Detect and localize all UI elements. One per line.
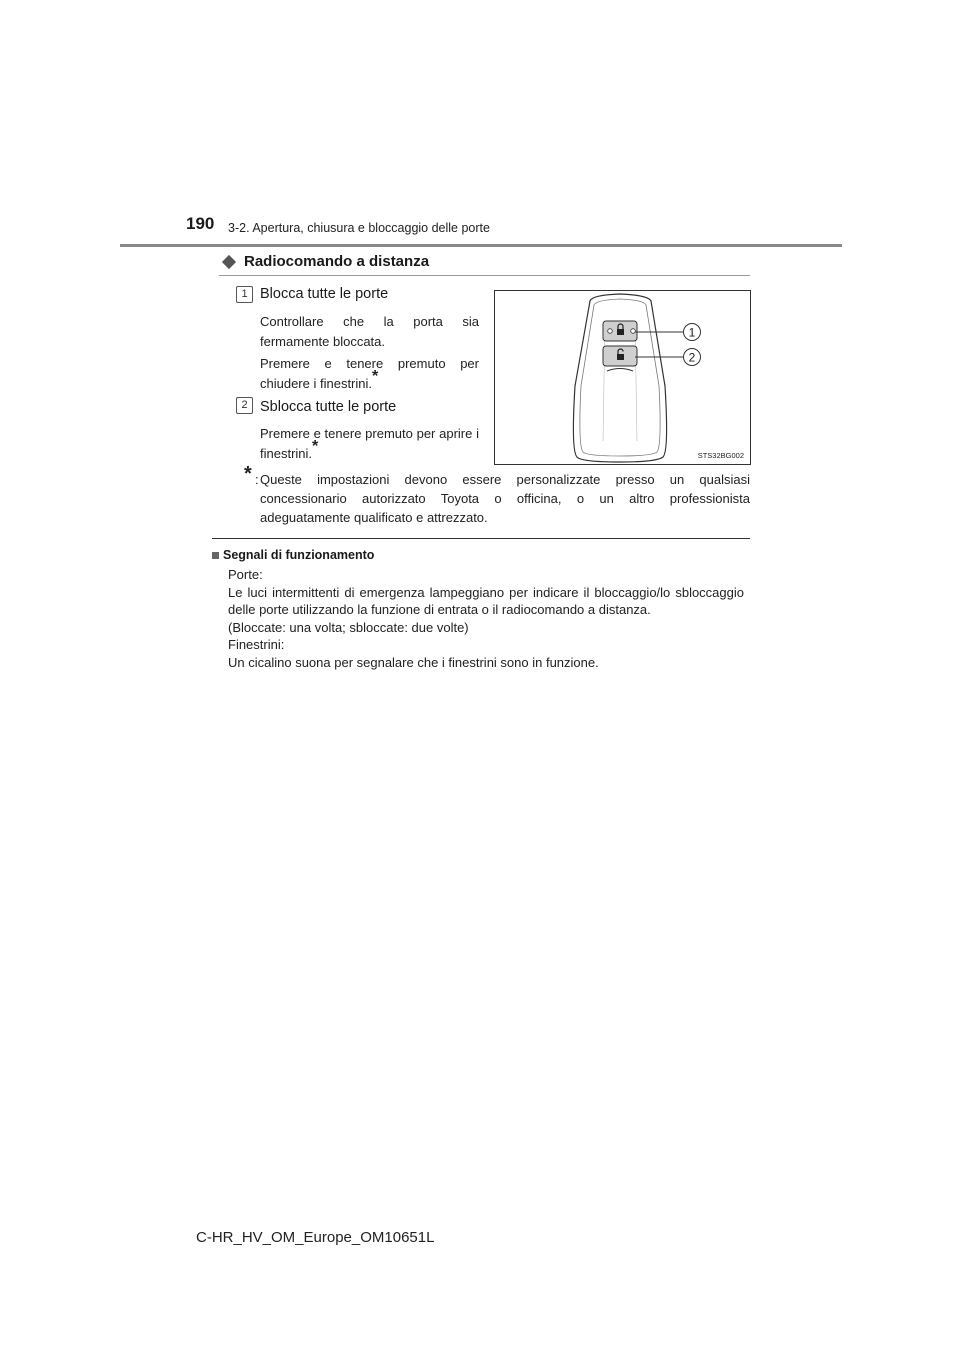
section-divider (212, 538, 750, 539)
figure-code: STS32BG002 (697, 451, 744, 460)
section-title (212, 548, 374, 562)
item-1-title: Blocca tutte le porte (260, 286, 389, 302)
item-2-title: Sblocca tutte le porte (260, 399, 397, 415)
heading-underline (219, 275, 750, 276)
footnote-asterisk: * (244, 463, 252, 485)
heading (222, 253, 429, 270)
square-bullet-icon (212, 552, 219, 559)
item-2-para-1 (260, 424, 479, 464)
section-line: Le luci intermittenti di emergenza lampeggiano per indicare il bloccaggio/lo sbloccaggio delle porte utilizzando la funzione di entrata o il radiocomando a distanza. (228, 584, 744, 617)
item-2-para-1-text: Premere e tenere premuto per aprire i finestrini. (260, 426, 479, 461)
section-title-text: Segnali di funzionamento (223, 548, 375, 562)
section-body (228, 566, 744, 671)
key-fob-figure (494, 290, 751, 465)
item-2-asterisk: * (312, 437, 319, 455)
section-line: Un cicalino suona per segnalare che i finestrini sono in funzione. (228, 654, 599, 670)
item-1-para-1: Controllare che la porta sia fermamente bloccata. (260, 314, 479, 349)
item-1-asterisk: * (372, 367, 379, 385)
section-header: 3-2. Apertura, chiusura e bloccaggio delle porte (228, 221, 490, 235)
footnote-colon: : (255, 472, 259, 487)
callout-2: 2 (688, 350, 696, 365)
heading-text: Radiocomando a distanza (244, 253, 430, 270)
footer-document-id: C-HR_HV_OM_Europe_OM10651L (196, 1229, 435, 1246)
section-line: (Bloccate: una volta; sbloccate: due volte) (228, 619, 469, 635)
footnote (244, 463, 750, 527)
item-1-para-2 (260, 354, 479, 394)
callout-1: 1 (688, 325, 696, 340)
section-line: Porte: (228, 567, 263, 582)
section-line: Finestrini: (228, 637, 285, 652)
page-number: 190 (186, 214, 215, 233)
item-2-badge: 2 (236, 397, 253, 414)
footnote-text: Queste impostazioni devono essere personalizzate presso un qualsiasi concessionario autorizzato Toyota o officina, o un altro professionista adeguatamente qualificato e attrezzato. (260, 472, 750, 525)
key-fob-illustration (495, 291, 750, 464)
diamond-bullet-icon (222, 254, 236, 268)
item-1-para-2-text: Premere e tenere premuto per chiudere i finestrini. (260, 356, 479, 391)
header-divider (120, 244, 842, 247)
item-1-badge: 1 (236, 286, 253, 303)
